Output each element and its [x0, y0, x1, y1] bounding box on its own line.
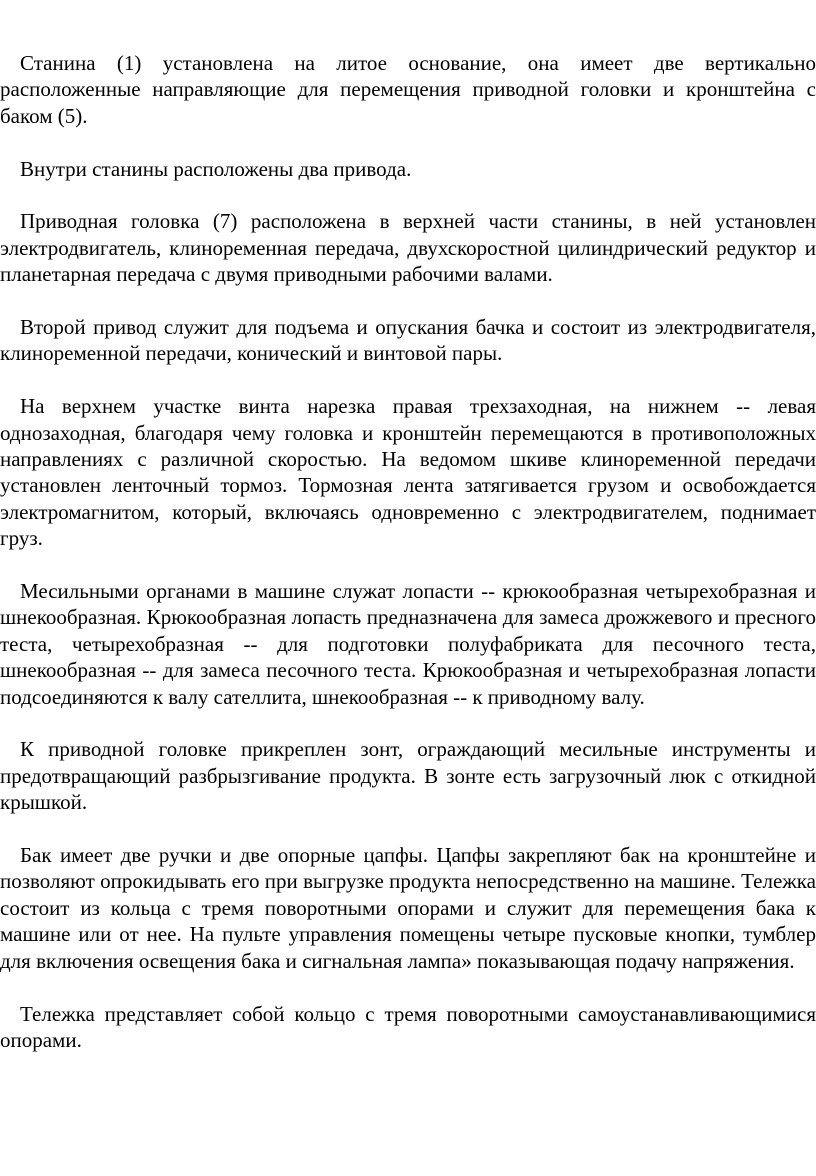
paragraph-tank: Бак имеет две ручки и две опорные цапфы. Цапфы закрепляют бак на кронштейне и позволяют опрокидывать его при выгрузке продукта непосредственно на машине. Тележка состоит из кольца с тремя поворотными опорами и служит для перемещения бака к машине или от нее. На пульте управления помещены четыре пусковые кнопки, тумблер для включения освещения бака и сигнальная лампа» показывающая подачу напряжения.: [0, 843, 816, 973]
paragraph-drives: Внутри станины расположены два привода.: [20, 156, 412, 181]
paragraph-frame: Станина (1) установлена на литое основание, она имеет две вертикально расположенные направляющие для перемещения приводной головки и кронштейна с баком (5).: [0, 51, 816, 128]
paragraph-second-drive: Второй привод служит для подъема и опускания бачка и состоит из электродвигателя, клиноременной передачи, конический и винтовой пары.: [0, 315, 816, 366]
paragraph-umbrella: К приводной головке прикреплен зонт, ограждающий месильные инструменты и предотвращающий разбрызгивание продукта. В зонте есть загрузочный люк с откидной крышкой.: [0, 737, 816, 815]
paragraph-trolley: Тележка представляет собой кольцо с тремя поворотными самоустанавливающимися опорами.: [0, 1001, 816, 1052]
paragraph-kneading-blades: Месильными органами в машине служат лопасти -- крюкообразная четырехобразная и шнекообразная. Крюкообразная лопасть предназначена для замеса дрожжевого и пресного теста, четырехобразная -- для подготовки полуфабриката для песочного теста, шнекообразная -- для замеса песочного теста. Крюкообразная и четырехобразная лопасти подсоединяются к валу сателлита, шнекообразная -- к приводному валу.: [0, 579, 816, 709]
paragraph-screw: На верхнем участке винта нарезка правая трехзаходная, на нижнем -- левая однозаходная, благодаря чему головка и кронштейн перемещаются в противоположных направлениях с различной скоростью. На ведомом шкиве клиноременной передачи установлен ленточный тормоз. Тормозная лента затягивается грузом и освобождается электромагнитом, который, включаясь одновременно с электродвигателем, поднимает груз.: [0, 394, 816, 551]
paragraph-drive-head: Приводная головка (7) расположена в верхней части станины, в ней установлен электродвигатель, клиноременная передача, двухскоростной цилиндрический редуктор и планетарная передача с двумя приводными рабочими валами.: [0, 209, 816, 287]
